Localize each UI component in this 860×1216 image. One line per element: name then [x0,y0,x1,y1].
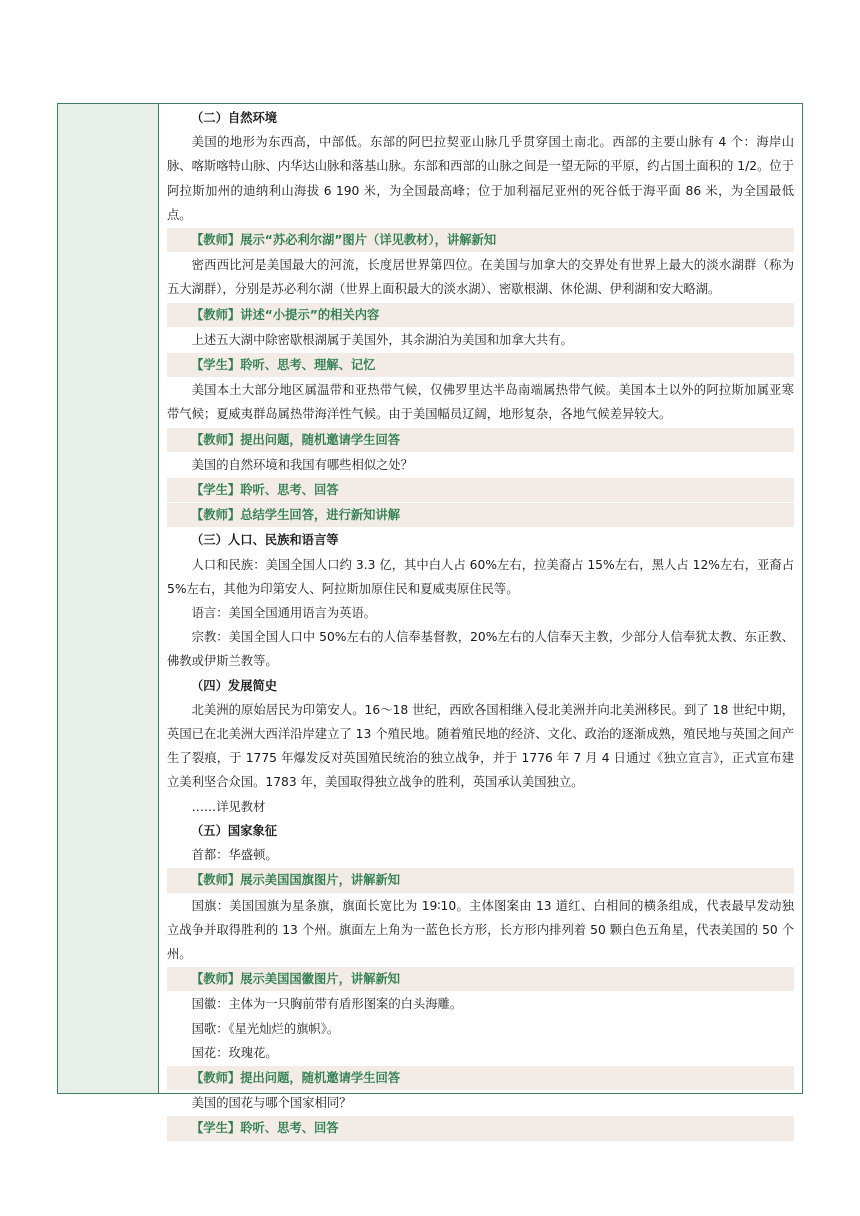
activity-label: 【学生】聆听、思考、理解、记忆 [167,353,794,377]
lesson-table [57,103,803,1136]
body-paragraph: 上述五大湖中除密歇根湖属于美国外，其余湖泊为美国和加拿大共有。 [191,332,573,347]
body-paragraph: 语言：美国全国通用语言为英语。 [191,606,377,621]
body-paragraph: 人口和民族：美国全国人口约 3.3 亿，其中白人占 60%左右，拉美裔占 15%左右，黑人占 12%左右，亚裔占 5%左右，其他为印第安人、阿拉斯加原住民和夏威夷原住民等。 [167,557,794,596]
body-paragraph: 美国的地形为东西高，中部低。东部的阿巴拉契亚山脉几乎贯穿国土南北。西部的主要山脉有 4 个：海岸山脉、喀斯喀特山脉、内华达山脉和落基山脉。东部和西部的山脉之间是一望无际的平原，约占国土面积的 1/2。位于阿拉斯加州的迪纳利山海拔 6 190 米，为全国最高峰；位于加利福尼亚州的死谷低于海平面 86 米，为全国最低点。 [167,135,794,222]
body-paragraph: 首都：华盛顿。 [191,848,278,863]
activity-label: 【教师】展示美国国旗图片，讲解新知 [167,868,794,892]
activity-label: 【教师】讲述“小提示”的相关内容 [167,303,794,327]
body-paragraph: 国花：玫瑰花。 [191,1045,278,1060]
section-heading: （二）自然环境 [191,111,278,125]
body-paragraph: 国歌：《星光灿烂的旗帜》。 [191,1021,340,1036]
body-paragraph: 国徽：主体为一只胸前带有盾形图案的白头海雕。 [191,997,463,1012]
activity-label: 【教师】提出问题，随机邀请学生回答 [167,1066,794,1090]
activity-label: 【教师】总结学生回答，进行新知讲解 [167,503,794,527]
body-paragraph: 北美洲的原始居民为印第安人。16～18 世纪，西欧各国相继入侵北美洲并向北美洲移民。到了 18 世纪中期，英国已在北美洲大西洋沿岸建立了 13 个殖民地。随着殖民地的经济、文化、政治的逐渐成熟，殖民地与英国之间产生了裂痕，于 1775 年爆发反对英国殖民统治的独立战争，并于 1776 年 7 月 4 日通过《独立宣言》，正式宣布建立美利坚合众国。1783 年，美国取得独立战争的胜利，英国承认美国独立。 [167,702,794,790]
side-column [58,104,159,1093]
section-heading: （四）发展简史 [191,678,278,693]
body-paragraph: 国旗：美国国旗为星条旗，旗面长宽比为 19∶10。主体图案由 13 道红、白相间的横条组成，代表最早发动独立战争并取得胜利的 13 个州。旗面左上角为一蓝色长方形，长方形内排列着 50 颗白色五角星，代表美国的 50 个州。 [167,898,794,961]
body-paragraph: 美国本土大部分地区属温带和亚热带气候，仅佛罗里达半岛南端属热带气候。美国本土以外的阿拉斯加属亚寒带气候；夏威夷群岛属热带海洋性气候。由于美国幅员辽阔，地形复杂，各地气候差异较大。 [167,383,794,422]
body-paragraph: 密西西比河是美国最大的河流，长度居世界第四位。在美国与加拿大的交界处有世界上最大的淡水湖群（称为五大湖群），分别是苏必利尔湖（世界上面积最大的淡水湖）、密歇根湖、休伦湖、伊利湖和安大略湖。 [167,258,794,297]
activity-label: 【学生】聆听、思考、回答 [167,478,794,502]
content-column [159,104,802,1136]
body-paragraph: 美国的自然环境和我国有哪些相似之处？ [191,457,413,472]
body-paragraph: 美国的国花与哪个国家相同？ [191,1096,352,1111]
activity-label: 【教师】展示“苏必利尔湖”图片（详见教材），讲解新知 [167,228,794,252]
activity-label: 【教师】展示美国国徽图片，讲解新知 [167,967,794,991]
section-heading: （五）国家象征 [191,823,278,838]
activity-label: 【教师】提出问题，随机邀请学生回答 [167,428,794,452]
body-paragraph: ……详见教材 [191,799,266,814]
activity-label: 【学生】聆听、思考、回答 [167,1116,794,1140]
body-paragraph: 宗教：美国全国人口中 50%左右的人信奉基督教，20%左右的人信奉天主教，少部分人信奉犹太教、东正教、佛教或伊斯兰教等。 [167,630,794,669]
section-heading: （三）人口、民族和语言等 [191,533,339,548]
